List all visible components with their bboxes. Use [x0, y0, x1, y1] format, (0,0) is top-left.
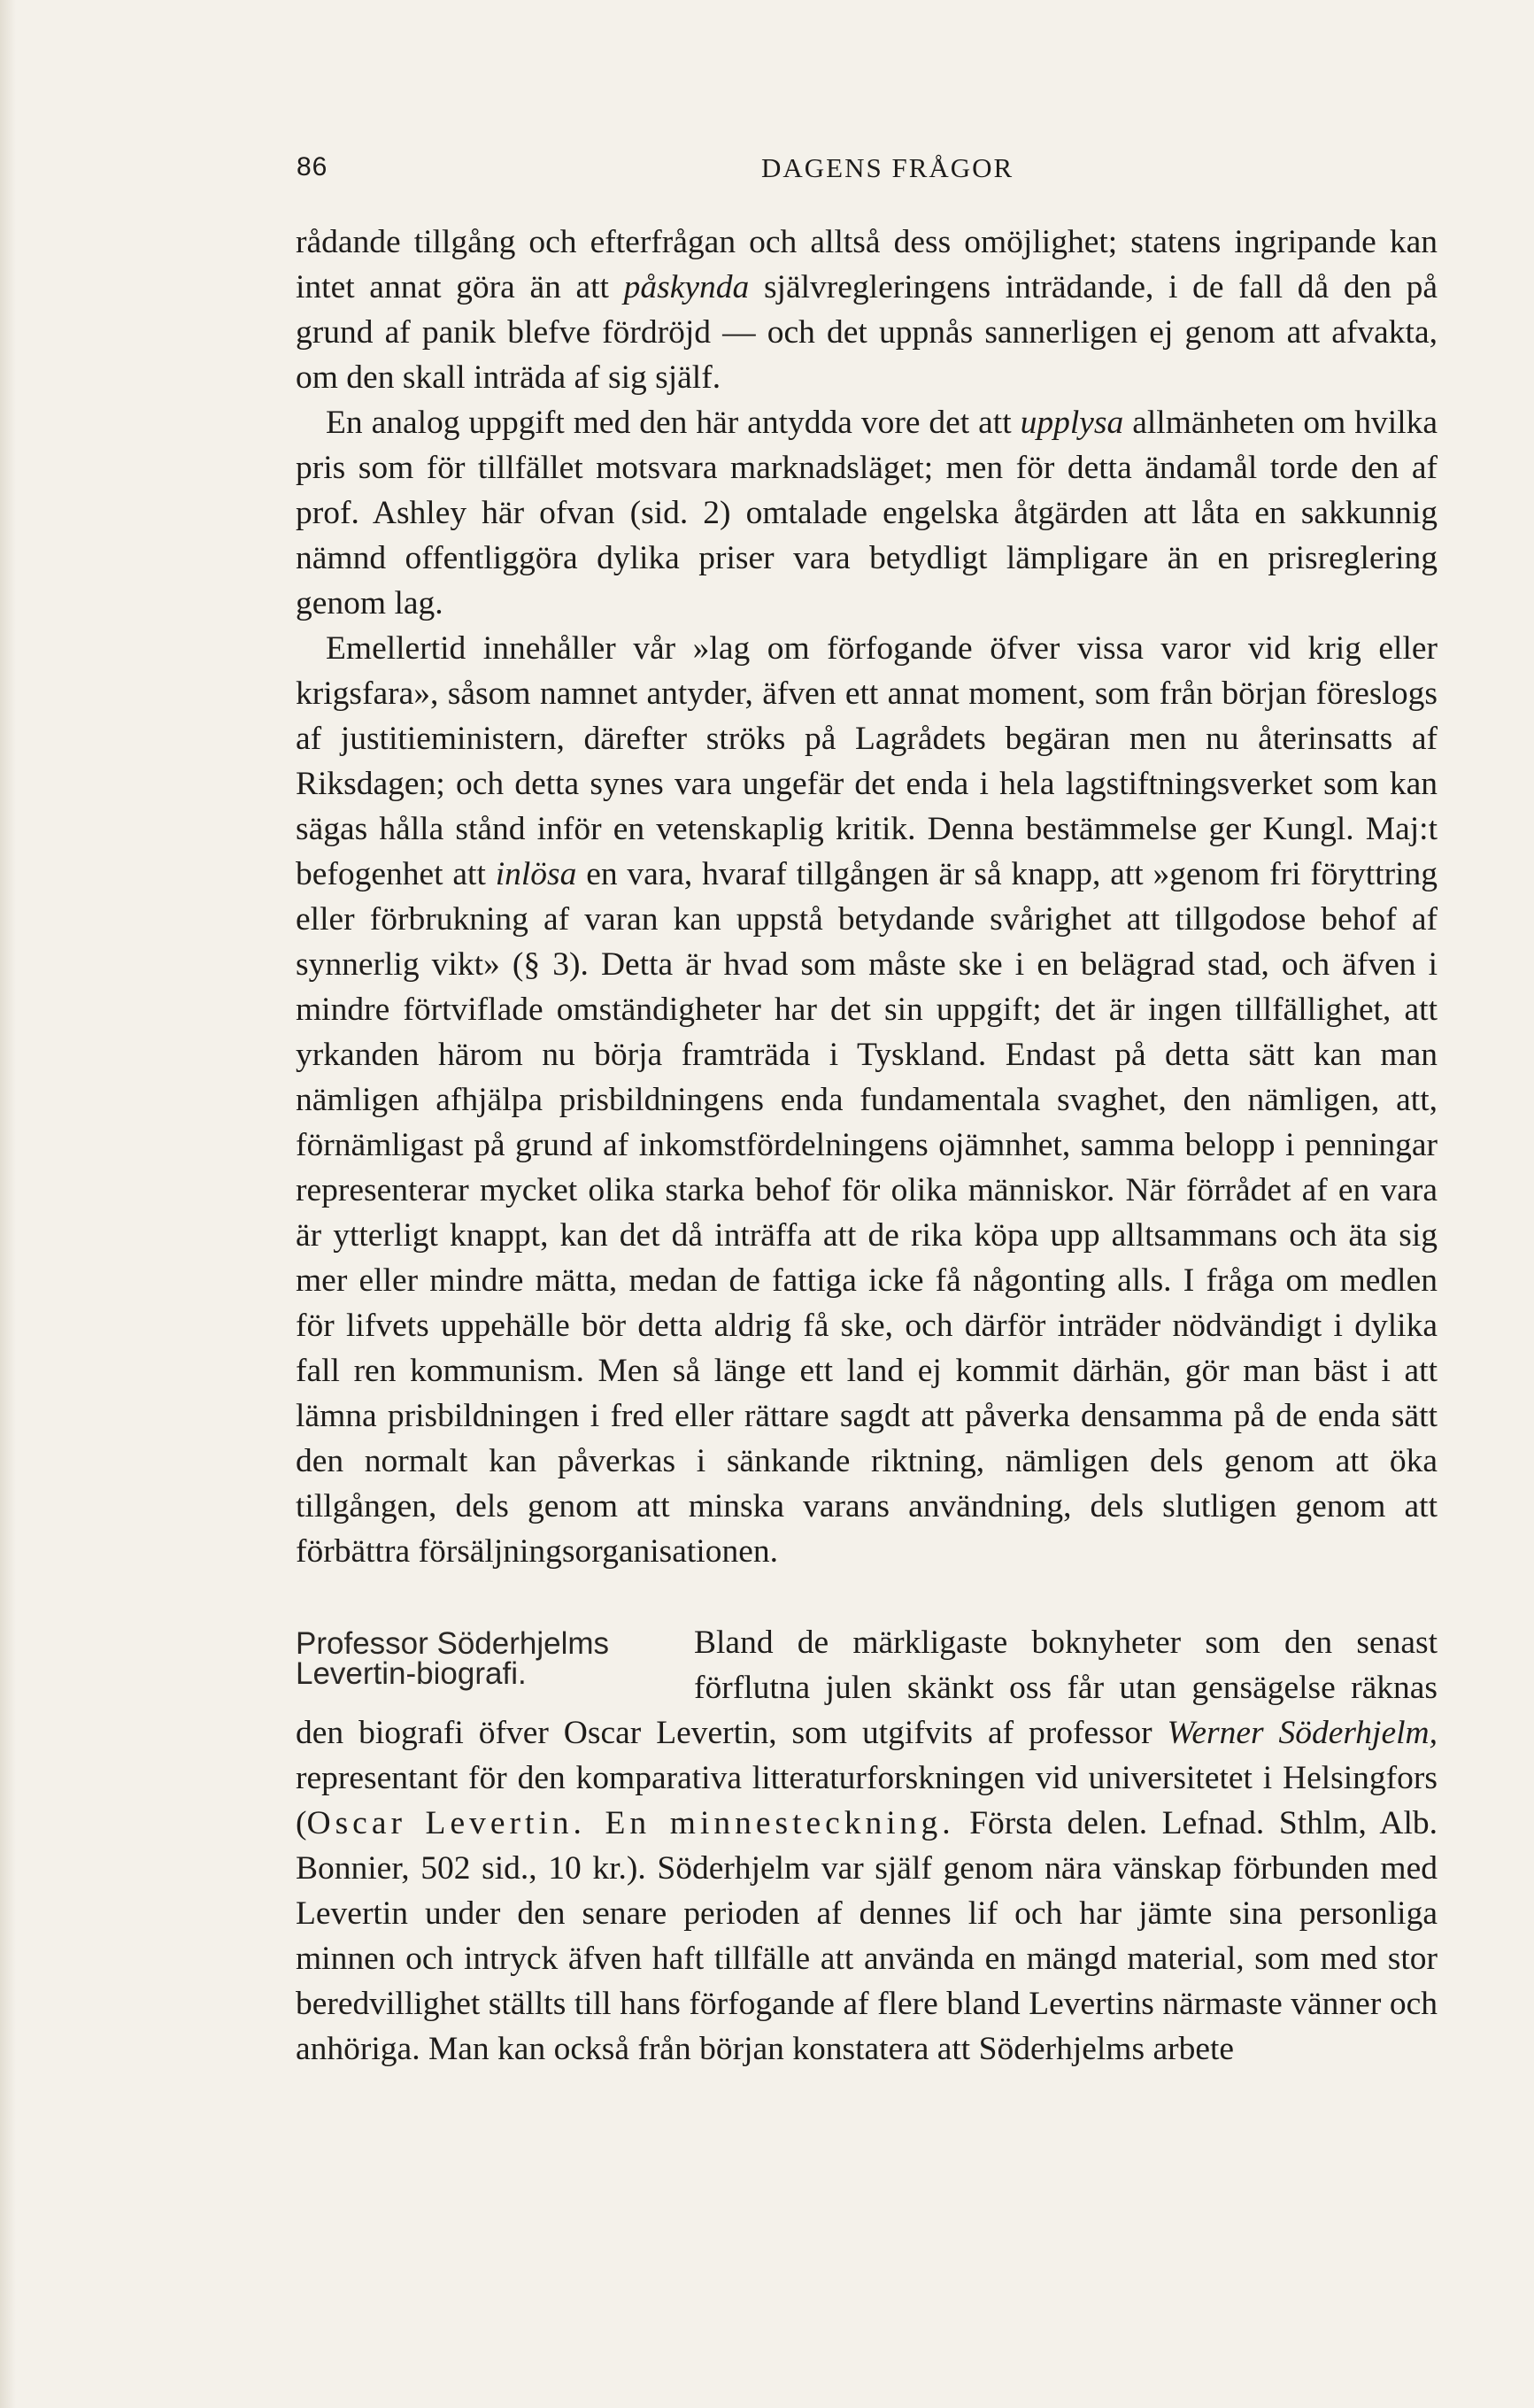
body-text: [296, 220, 1438, 2072]
paragraph-2-text-b: allmänheten om hvilka pris som för tillfället motsvara marknadsläget; men för detta ändamål torde den af prof. Ashley här ofvan (sid. 2) omtalade engelska åtgärden att låta en sakkunnig nämnd offentliggöra dylika priser vara betydligt lämpligare än en prisreglering genom lag.: [296, 405, 1438, 621]
paragraph-2: [296, 400, 1438, 626]
paragraph-1-text: rådande tillgång och efterfrågan och alltså dess omöjlighet; statens ingripande kan intet annat göra än att: [296, 224, 1438, 305]
side-heading-line-2: Levertin-biografi.: [296, 1656, 527, 1691]
paragraph-1-emphasis: påskynda: [623, 269, 750, 305]
author-name: Werner Söderhjelm,: [1167, 1715, 1438, 1751]
paragraph-2-text-a: En analog uppgift med den här antydda vore det att: [326, 405, 1012, 441]
side-heading-line-1: Professor Söderhjelms: [296, 1626, 610, 1661]
running-head: DAGENS FRÅGOR: [761, 152, 1014, 183]
paragraph-2-emphasis: upplysa: [1020, 405, 1124, 441]
page-edge: [0, 0, 16, 2408]
section-text-c: Första delen. Lefnad. Sthlm, Alb. Bonnier, 502 sid., 10 kr.). Söderhjelm var själf genom nära vänskap förbunden med Levertin under den senare perioden af dennes lif och har jämte sina personliga minnen och intryck äfven haft tillfälle att använda en mängd material, som med stor beredvillighet ställts till hans förfogande af flere bland Levertins närmaste vänner och anhöriga. Man kan också från början konstatera att Söderhjelms arbete: [296, 1805, 1438, 2067]
paragraph-3-emphasis: inlösa: [495, 856, 577, 892]
page-header: [0, 149, 1534, 193]
page-number: 86: [297, 152, 328, 181]
section-levertin: [296, 1620, 1438, 2072]
paragraph-1: [296, 220, 1438, 400]
side-heading: [296, 1620, 678, 1689]
section-text-a: Bland de märkligaste boknyheter som den senast förflutna julen skänkt oss får utan gensägelse räknas den biografi öfver Oscar Levertin, som utgifvits af professor: [296, 1625, 1438, 1751]
section-text-b: representant för den komparativa litteraturforskningen vid universitetet i Helsingfors (: [296, 1760, 1438, 1841]
paragraph-3-text-b: en vara, hvaraf tillgången är så knapp, att »genom fri föryttring eller förbrukning af varan kan uppstå betydande svårighet att tillgodose behof af synnerlig vikt» (§ 3). Detta är hvad som måste ske i en belägrad stad, och äfven i mindre förtviflade omständigheter har det sin uppgift; det är ingen tillfällighet, att yrkanden härom nu börja framträda i Tyskland. Endast på detta sätt kan man nämligen afhjälpa prisbildningens enda fundamentala svaghet, den nämligen, att, förnämligast på grund af inkomstfördelningens ojämnhet, samma belopp i penningar representerar mycket olika starka behof för olika människor. När förrådet af en vara är ytterligt knappt, kan det då inträffa att de rika köpa upp alltsammans och äta sig mer eller mindre mätta, medan de fattiga icke få någonting alls. I fråga om medlen för lifvets uppehälle bör detta aldrig få ske, och därför inträder nödvändigt i dylika fall ren kommunism. Men så länge ett land ej kommit därhän, gör man bäst i att lämna prisbildningen i fred eller rättare sagdt att påverka densamma på de enda sätt den normalt kan påverkas i sänkande riktning, nämligen dels genom att öka tillgången, dels genom att minska varans användning, dels slutligen genom att förbättra försäljningsorganisationen.: [296, 856, 1438, 1570]
book-title: Oscar Levertin. En minnesteckning.: [306, 1805, 955, 1841]
section-break: [296, 1574, 1438, 1620]
paragraph-1-tail: självregleringens inträdande, i de fall då den på grund af panik blefve fördröjd — och det uppnås sannerligen ej genom att afvakta, om den skall inträda af sig själf.: [296, 269, 1438, 396]
paragraph-3-text-a: Emellertid innehåller vår »lag om förfogande öfver vissa varor vid krig eller krigsfara», såsom namnet antyder, äfven ett annat moment, som från början föreslogs af justitieministern, därefter ströks på Lagrådets begäran men nu återinsatts af Riksdagen; och detta synes vara ungefär det enda i hela lagstiftningsverket som kan sägas hålla stånd inför en vetenskaplig kritik. Denna bestämmelse ger Kungl. Maj:t befogenhet att: [296, 630, 1438, 892]
paragraph-3: [296, 626, 1438, 1574]
